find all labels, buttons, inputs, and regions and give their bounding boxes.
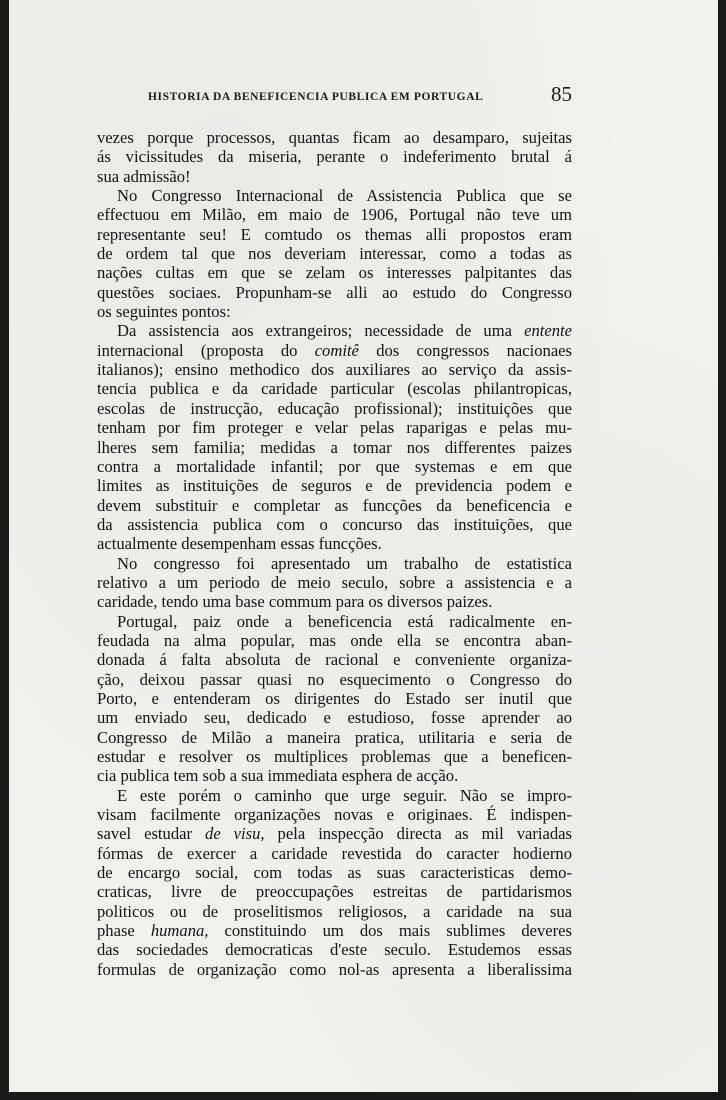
italic-term: comitê — [314, 340, 359, 360]
text-line: da assistencia publica com o concurso das instituições, que — [97, 514, 572, 534]
text-line: lheres sem familia; medidas a tomar nos differentes paizes — [97, 437, 572, 457]
text-line: sua admissão! — [97, 166, 191, 186]
text-line: No congresso foi apresentado um trabalho de estatistica — [117, 553, 572, 573]
text-line: caridade, tendo uma base commum para os diversos paizes. — [97, 592, 493, 612]
text-line: um enviado seu, dedicado e estudioso, fosse aprender ao — [97, 708, 572, 728]
text-line: politicos ou de proselitismos religiosos, a caridade na sua — [97, 901, 572, 921]
text-line: Da assistencia aos extrangeiros; necessidade de uma entente — [117, 321, 572, 341]
italic-term: humana, — [150, 921, 209, 941]
text-line: de encargo social, com todas as suas caracteristicas demo- — [97, 863, 572, 883]
text-line: limites as instituições de seguros e de previdencia podem e — [97, 476, 572, 496]
text-line: relativo a um periodo de meio seculo, sobre a assistencia e a — [97, 572, 572, 592]
italic-term: de visu, — [205, 824, 265, 844]
text-line: ção, deixou passar quasi no esquecimento o Congresso do — [97, 669, 572, 689]
text-line: ás vicissitudes da miseria, perante o indeferimento brutal á — [97, 147, 572, 167]
body-text — [97, 128, 572, 979]
italic-term: entente — [524, 321, 572, 341]
text-line: das sociedades democraticas d'este seculo. Estudemos essas — [97, 940, 572, 960]
text-line: Congresso de Milão a maneira pratica, utilitaria e seria de — [97, 727, 572, 747]
text-line: formulas de organização como nol-as apresenta a liberalissima — [97, 959, 572, 979]
running-title: HISTORIA DA BENEFICENCIA PUBLICA EM PORTUGAL — [148, 91, 484, 103]
text-line: phase humana, constituindo um dos mais sublimes deveres — [97, 921, 572, 941]
text-line: os seguintes pontos: — [97, 302, 231, 322]
text-line: vezes porque processos, quantas ficam ao desamparo, sujeitas — [97, 128, 572, 147]
text-line: Portugal, paiz onde a beneficencia está radicalmente en- — [117, 611, 572, 631]
text-line: devem substituir e completar as funcções da beneficencia e — [97, 495, 572, 515]
text-line: feudada na alma popular, mas onde ella se encontra aban- — [97, 630, 572, 650]
text-line: E este porém o caminho que urge seguir. Não se impro- — [117, 785, 572, 805]
text-line: questões sociaes. Propunham-se alli ao estudo do Congresso — [97, 282, 572, 302]
text-line: actualmente desempenham essas funcções. — [97, 534, 382, 554]
text-line: fórmas de exercer a caridade revestida do caracter hodierno — [97, 843, 572, 863]
text-line: donada á falta absoluta de racional e conveniente organiza- — [97, 650, 572, 670]
page-header — [148, 82, 572, 110]
text-line: Porto, e entenderam os dirigentes do Estado ser inutil que — [97, 688, 572, 708]
text-line: internacional (proposta do comitê dos congressos nacionaes — [97, 340, 573, 360]
text-line: de ordem tal que nos deveriam interessar, como a todas as — [97, 244, 572, 264]
text-line: contra a mortalidade infantil; por que systemas e em que — [97, 456, 572, 476]
text-line: visam facilmente organizações novas e originaes. É indispen- — [97, 805, 572, 825]
text-line: tenham por fim proteger e velar pelas raparigas e pelas mu- — [97, 418, 572, 438]
text-line: cia publica tem sob a sua immediata esphera de acção. — [97, 766, 459, 786]
text-line: tencia publica e da caridade particular (escolas philantropicas, — [97, 379, 572, 399]
text-line: effectuou em Milão, em maio de 1906, Portugal não teve um — [97, 205, 572, 225]
text-line: craticas, livre de preoccupações estreitas de partidarismos — [97, 882, 572, 902]
text-line: italianos); ensino methodico dos auxiliares ao serviço da assis- — [97, 360, 572, 380]
text-line: No Congresso Internacional de Assistencia Publica que se — [117, 186, 572, 206]
text-line: savel estudar de visu, pela inspecção directa as mil variadas — [97, 824, 572, 844]
text-line: escolas de instrucção, educação profissional); instituições que — [97, 398, 572, 418]
text-line: representante seu! E comtudo os themas alli propostos eram — [97, 224, 572, 244]
page-number: 85 — [551, 82, 572, 106]
text-line: nações cultas em que se zelam os interesses palpitantes das — [97, 263, 572, 283]
text-line: estudar e resolver os multiplices problemas que a beneficen- — [97, 747, 572, 766]
